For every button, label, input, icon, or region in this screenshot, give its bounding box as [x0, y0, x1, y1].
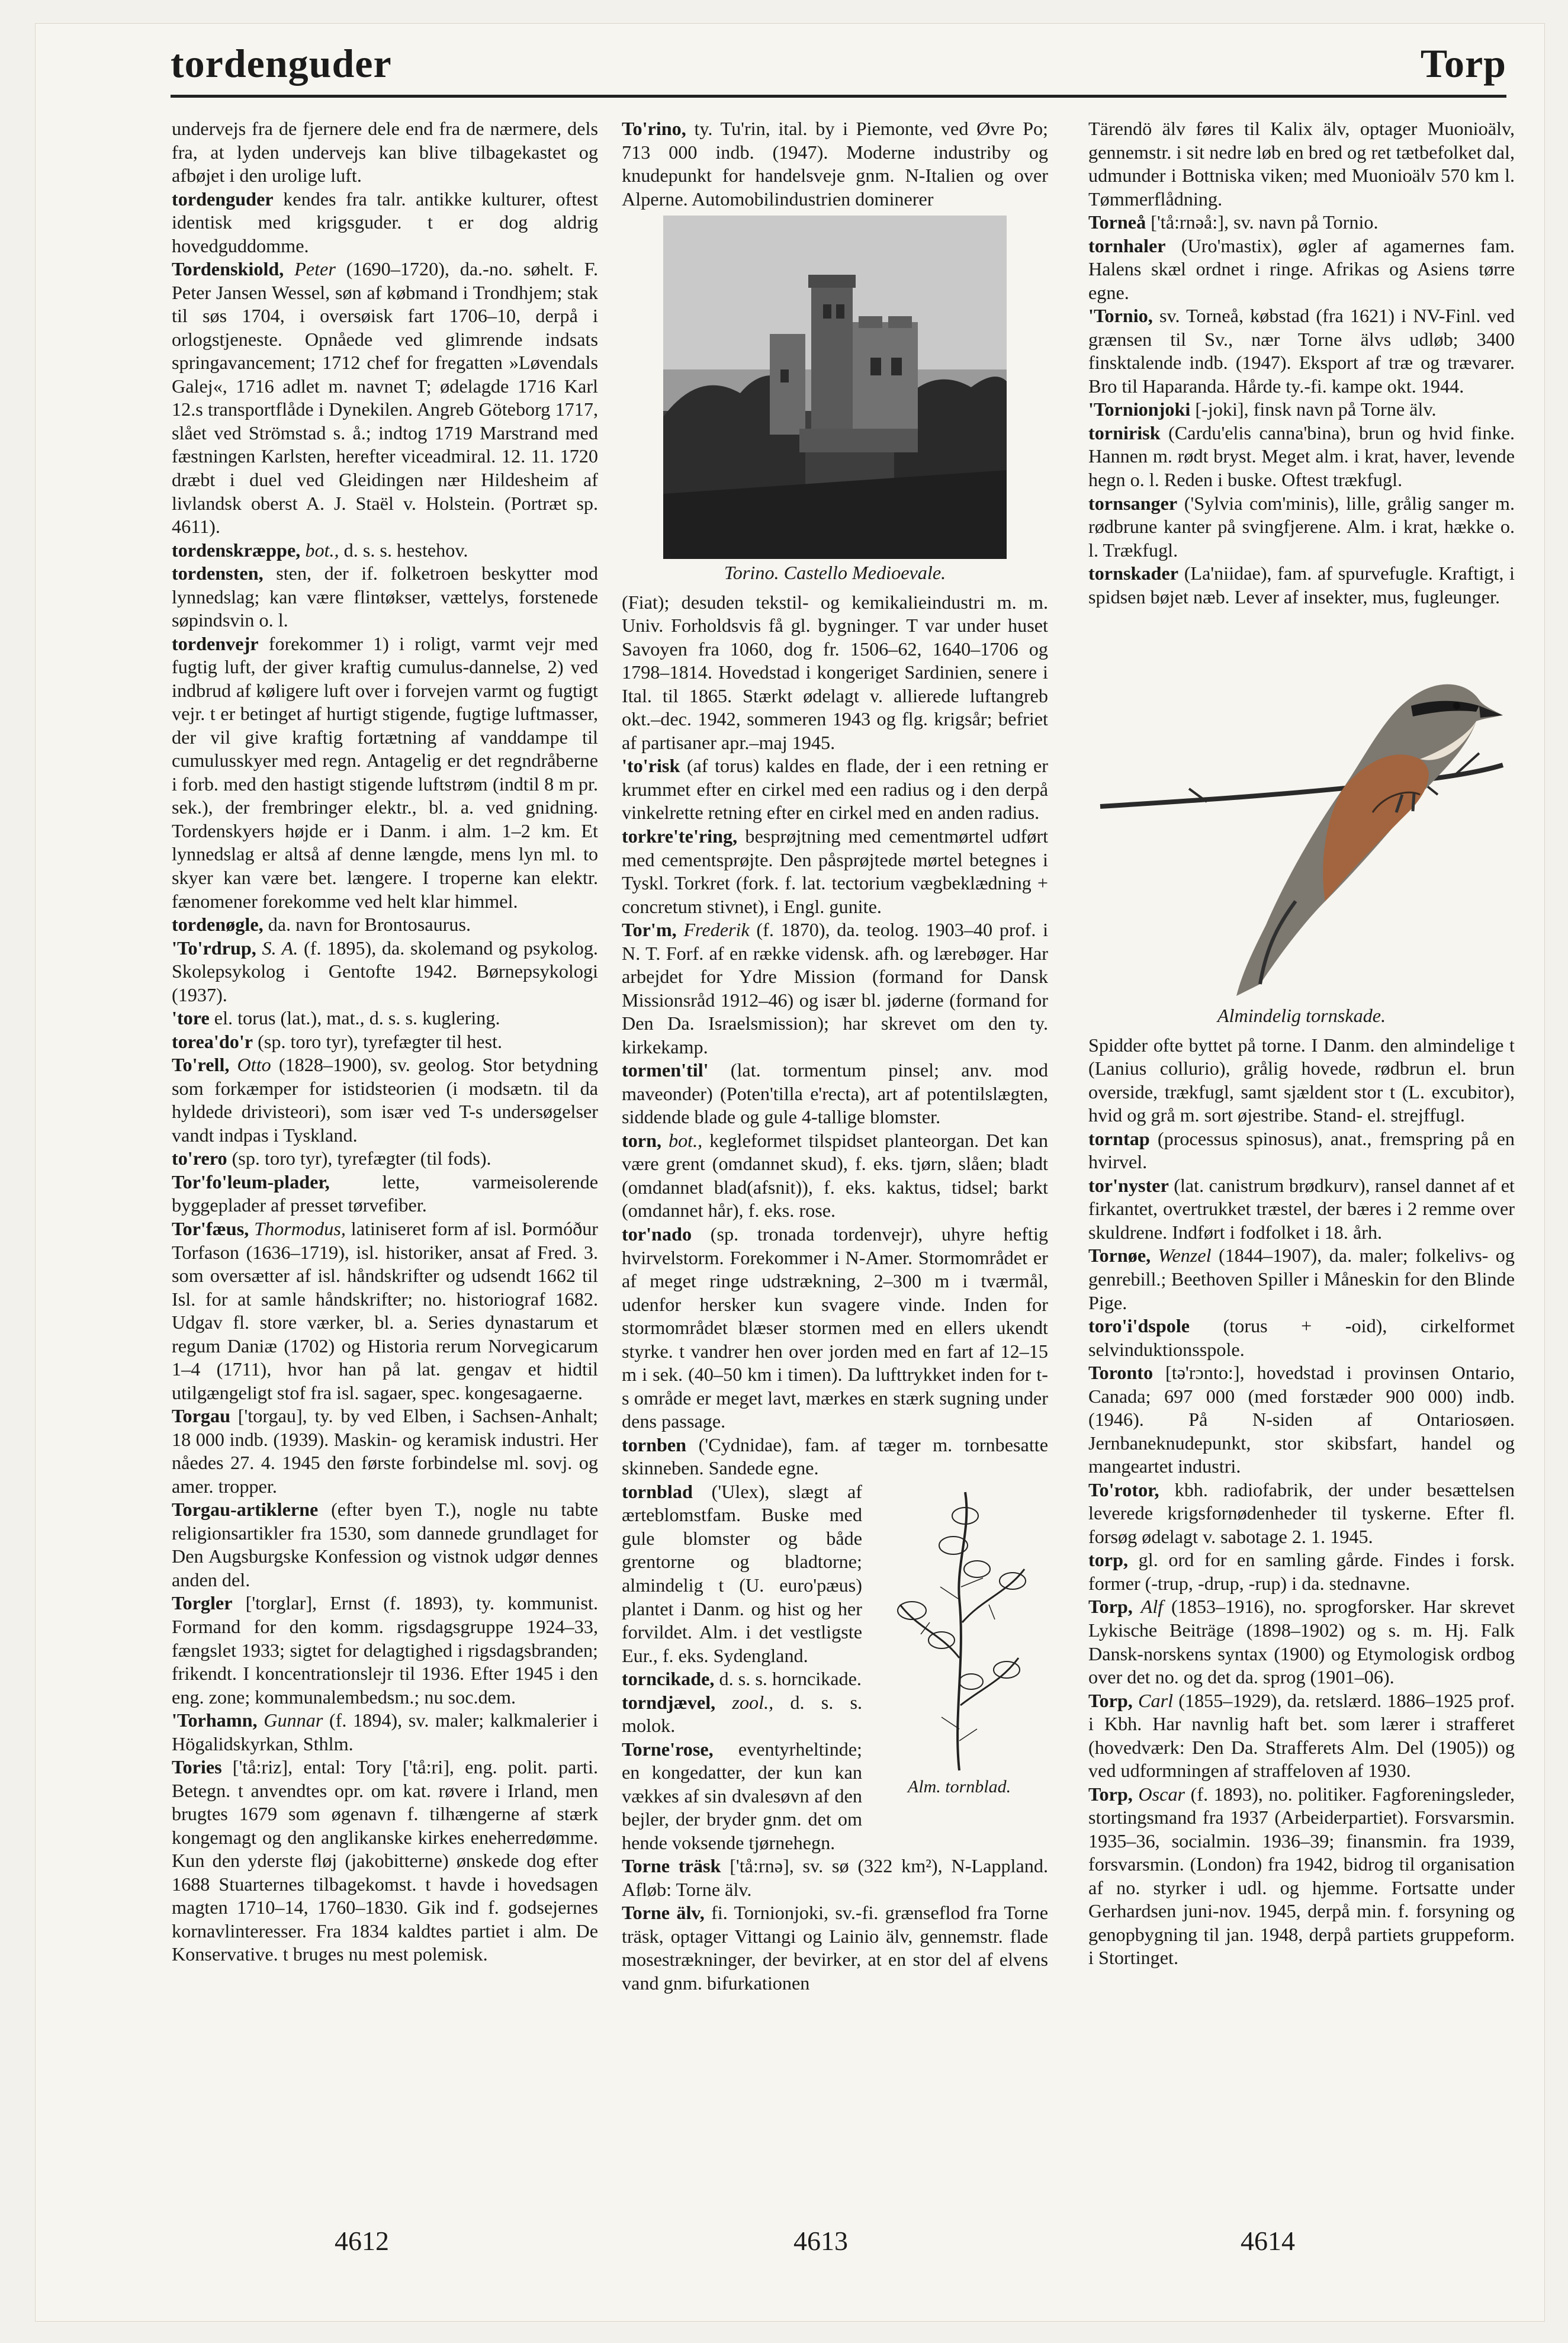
entry-headword: toro'i'dspole — [1088, 1315, 1190, 1337]
entry-text: sten, der if. folketroen beskytter mod lynnedslag; kan være flintøkser, vættelys, forstenede søpindsvin o. l. — [172, 563, 599, 631]
dictionary-entry — [172, 1592, 598, 1709]
page-number-right: 4614 — [1241, 2226, 1295, 2256]
entry-text: ['tå:rnəå:], sv. navn på Tornio. — [1151, 211, 1379, 233]
dictionary-entry — [622, 117, 1048, 211]
dictionary-entry — [1088, 1361, 1515, 1479]
dictionary-entry — [172, 937, 598, 1007]
entry-headword: Torne träsk — [622, 1855, 721, 1877]
entry-text: ['torglar], Ernst (f. 1893), ty. kommunist. Formand for den komm. rigsdagsgruppe 1924–33, fængslet 1933; sigtet for delagtighed i rigsdagsbranden; frikendt. I koncentrationslejr til 1936. Efter 1945 i den eng. zone; kommunalembedsm.; nu soc.dem. — [172, 1592, 599, 1708]
entry-italic: zool., — [732, 1691, 774, 1713]
entry-headword: Torne'rose, — [622, 1738, 714, 1760]
entry-headword: torea'do'r — [172, 1030, 253, 1052]
entry-text: gl. ord for en samling gårde. Findes i forsk. former (-trup, -drup, -rup) i da. stednavne. — [1088, 1549, 1515, 1594]
entry-text: lette, varmeisolerende byggeplader af presset tørvefiber. — [172, 1171, 598, 1216]
entry-headword: torn, — [622, 1129, 662, 1151]
column-1 — [172, 117, 598, 1966]
figure-caption: Torino. Castello Medioevale. — [724, 562, 946, 584]
entry-text: [-joki], finsk navn på Torne älv. — [1195, 398, 1437, 420]
castle-figure — [663, 216, 1007, 559]
dictionary-entry — [172, 1147, 598, 1171]
dictionary-entry — [172, 539, 598, 563]
entry-italic: Gunnar — [264, 1709, 323, 1731]
entry-headword: to'rero — [172, 1148, 227, 1169]
dictionary-entry — [172, 632, 598, 913]
entry-text: (processus spinosus), anat., fremspring på en hvirvel. — [1088, 1127, 1515, 1173]
entry-text: Spidder ofte byttet på torne. I Danm. den almindelige t (Lanius collurio), grålig hovede, rødbrun el. brun overside, trækfugl, samt sjældent stor t (L. excubitor), hvid og grå m. sort øjestribe. Stand- el. strejffugl. — [1088, 1034, 1515, 1126]
dictionary-entry — [172, 913, 598, 937]
entry-headword: tornben — [622, 1434, 687, 1455]
entry-headword: 'tore — [172, 1007, 210, 1029]
entry-text: (torus + -oid), cirkelformet selvinduktionsspole. — [1088, 1315, 1515, 1360]
dictionary-entry — [1088, 1783, 1515, 1970]
entry-text: (Fiat); desuden tekstil- og kemikalieindustri m. m. Univ. Forholdsvis få gl. bygninger. T var under huset Savoyen fra 1060, dog fr. 1506–62, 1640–1706 og 1798–1814. Hovedstad i kongeriget Sardinien, senere i Ital. til 1865. Stærkt ødelagt v. allierede luftangreb okt.–dec. 1942, sommeren 1943 og flg. krigsår; befriet af partisaner apr.–maj 1945. — [622, 591, 1048, 753]
dictionary-entry — [622, 825, 1048, 918]
entry-headword: Torgau-artiklerne — [172, 1499, 319, 1521]
entry-headword: torntap — [1088, 1127, 1150, 1149]
dictionary-entry — [622, 1855, 1048, 1901]
entry-italic: bot., — [668, 1129, 703, 1151]
entry-text: d. s. s. horncikade. — [719, 1668, 862, 1690]
entry-text: (sp. tronada tordenvejr), uhyre heftig hvirvelstorm. Forekommer i N-Amer. Stormområdet er af meget ringe udstrækning, 2–300 m i tværmål, udenfor hersker kun svagere vinde. Inden for stormområdet blæser stormen med en ellers ukendt styrke. t vandrer hen over jorden med en fart af 12–15 m i sek. (40–50 km i timen). Da lufttrykket inden for t-s område er meget lavt, mærkes en stærk sugning under dens passage. — [622, 1223, 1048, 1432]
gorse-figure — [870, 1480, 1048, 1812]
entry-headword: tor'nado — [622, 1223, 692, 1245]
entry-headword: tornblad — [622, 1480, 693, 1502]
entry-text: da. navn for Brontosaurus. — [268, 914, 471, 936]
dictionary-entry — [622, 918, 1048, 1059]
dictionary-entry — [172, 1498, 598, 1592]
entry-headword: tordenøgle, — [172, 914, 264, 936]
entry-text: ('Ulex), slægt af ærteblomstfam. Buske med gule blomster og både grentorne og bladtorne; almindelig t (U. euro'pæus) plantet i Danm. og hist og her forvildet. Alm. i det vestligste Eur., f. eks. Sydengland. — [622, 1480, 862, 1666]
column-2 — [622, 117, 1048, 1995]
dictionary-entry — [622, 1434, 1048, 1480]
dictionary-entry — [172, 1217, 598, 1404]
dictionary-entry — [172, 188, 598, 258]
entry-headword: tornsanger — [1088, 492, 1178, 514]
entry-text: (Cardu'elis canna'bina), brun og hvid finke. Hannen m. rødt bryst. Meget alm. i krat, haver, levende hegn o. l. Reden i buske. Oftest trækfugl. — [1088, 422, 1515, 490]
entry-headword: torp, — [1088, 1549, 1129, 1571]
entry-text: Tärendö älv føres til Kalix älv, optager Muonioälv, gennemstr. i sit nedre løb en bred og ret tætbefolket dal, udmunder i Bottniska viken; med Muonioälv 570 km l. Tømmerflådning. — [1088, 118, 1515, 210]
entry-text: (lat. canistrum brødkurv), ransel dannet af et firkantet, overtrukket træstel, der bæres i 2 remme over skuldrene. Indført i fodfolket i 18. årh. — [1088, 1174, 1515, 1243]
entry-text: (La'niidae), fam. af spurvefugle. Kraftigt, i spidsen bøjet næb. Lever af insekter, mus, fugleunger. — [1088, 563, 1515, 608]
entry-headword: 'Tornio, — [1088, 305, 1153, 327]
dictionary-entry — [172, 1171, 598, 1217]
dictionary-entry — [1088, 1244, 1515, 1314]
entry-headword: tordensten, — [172, 563, 264, 584]
dictionary-entry — [1088, 1034, 1515, 1127]
entry-text: kendes fra talr. antikke kulturer, oftest identisk med krigsguder. t er dog aldrig hovedguddomme. — [172, 188, 598, 256]
dictionary-entry — [172, 1404, 598, 1498]
dictionary-entry — [172, 562, 598, 632]
entry-headword: Torp, — [1088, 1689, 1133, 1711]
entry-text: (1853–1916), no. sprogforsker. Har skrevet Lykische Beiträge (1898–1902) og s. m. Hj. Falk Dansk-norskens syntax (1900) og Etymologisk ordbog over det no. og det da. sprog (1901–06). — [1088, 1596, 1515, 1688]
dictionary-entry — [1088, 1689, 1515, 1783]
entry-italic: Otto — [237, 1054, 271, 1076]
entry-headword: 'To'rdrup, — [172, 937, 256, 959]
entry-headword: Tordenskiold, — [172, 258, 284, 280]
entry-headword: Torp, — [1088, 1783, 1133, 1805]
entry-text: (f. 1870), da. teolog. 1903–40 prof. i N. T. Forf. af en række vidensk. afh. og lærebøger. Har arbejdet for Ydre Mission (formand for Dansk Missionsråd 1912–46) og især bl. jøderne (formand for Den Da. Israelsmission); har skrevet om den ty. kirkekamp. — [622, 919, 1049, 1058]
running-head-left: tordenguder — [171, 41, 392, 86]
dictionary-entry — [172, 1030, 598, 1054]
dictionary-entry — [622, 591, 1048, 755]
entry-headword: Torgau — [172, 1405, 230, 1427]
entry-italic: Alf — [1140, 1596, 1164, 1618]
entry-text: (efter byen T.), nogle nu tabte religionsartikler fra 1530, som dannede grundlaget for Den Augsburgske Konfession og vistnok udgør dennes anden del. — [172, 1499, 598, 1590]
entry-text: [tə'rɔnto:], hovedstad i provinsen Ontario, Canada; 697 000 (med forstæder 900 000) indb. (1946). På N-siden af Ontariosøen. Jernbaneknudepunkt, stor skibsfart, handel og mangeartet industri. — [1088, 1362, 1515, 1477]
entry-text: latiniseret form af isl. Þormóður Torfason (1636–1719), isl. historiker, ansat af Fred. 3. som oversætter af isl. håndskrifter og udsendt 1662 til Isl. for at samle håndskrifter; no. historiograf 1682. Udgav fl. store værker, bl. a. Series dynastarum et regum Daniæ (1702) og Historia rerum Norvegicarum 1–4 (1711), hvor han på lat. gengav et hidtil utilgængeligt stof fra isl. sagaer, spec. kongesagaerne. — [172, 1217, 599, 1403]
entry-text: (1855–1929), da. retslærd. 1886–1925 prof. i Kbh. Har navnlig haft bet. som lærer i strafferet (hovedværk: Den Da. Strafferets Alm. Del (1905)) og ved udformningen af straffeloven af 1930. — [1088, 1689, 1515, 1782]
dictionary-entry — [622, 1223, 1048, 1434]
entry-text: (1828–1900), sv. geolog. Stor betydning som forkæmper for istidsteorien (i modsætn. til da hyldede drivisteori), som især ved T-s undersøgelser vandt indpas i Tyskland. — [172, 1054, 599, 1146]
entry-headword: To'rotor, — [1088, 1479, 1159, 1500]
entry-text: (Uro'mastix), øgler af agamernes fam. Halens skæl ordnet i ringe. Afrikas og Asiens tørre egne. — [1088, 234, 1515, 303]
dictionary-entry — [1088, 304, 1515, 398]
entry-headword: Tornøe, — [1088, 1245, 1151, 1267]
page-number-left: 4612 — [335, 2226, 389, 2256]
entry-headword: Tories — [172, 1756, 222, 1778]
entry-headword: torncikade, — [622, 1668, 715, 1690]
entry-headword: tormen'til' — [622, 1059, 709, 1081]
entry-text: sv. Torneå, købstad (fra 1621) i NV-Finl. ved grænsen til Sv., nær Torne älvs udløb; 3400 finsktalende indb. (1947). Eksport af træ og trævarer. Bro til Haparanda. Hårde ty.-fi. kampe okt. 1944. — [1088, 305, 1515, 397]
entry-text: (f. 1893), no. politiker. Fagforeningsleder, stortingsmand fra 1937 (Arbeiderpartiet). Forsvarsmin. 1935–36, socialmin. 1936–39; finansmin. fra 1939, forsvarsmin. (London) fra 1942, bidrog til organisation af no. styrker i udl. og hjemme. Fortsatte under Gerhardsen juni-nov. 1945, derpå min. f. forsyning og genopbygning til jan. 1948, derpå partiets gruppeform. i Stortinget. — [1088, 1783, 1515, 1969]
entry-headword: tordenskræppe, — [172, 539, 301, 561]
dictionary-entry — [1088, 211, 1515, 234]
entry-text: kbh. radiofabrik, der under besættelsen leverede krigsfornødenheder til tyskerne. Efter fl. forsøg ødelagt v. sabotage 2. 1. 1945. — [1088, 1479, 1515, 1547]
dictionary-entry — [622, 1129, 1048, 1223]
dictionary-entry — [1088, 1174, 1515, 1245]
entry-text: (sp. toro tyr), tyrefægter til hest. — [258, 1030, 503, 1052]
entry-text: ['torgau], ty. by ved Elben, i Sachsen-Anhalt; 18 000 indb. (1939). Maskin- og keramisk industri. Her nåedes 27. 4. 1945 den første forbindelse ml. sovj. og amer. tropper. — [172, 1405, 598, 1497]
entry-text: fi. Tornionjoki, sv.-fi. grænseflod fra Torne träsk, optager Vittangi og Lainio älv, gennemstr. flade mosestrækninger, der bevirker, at en stor del af elvens vand gnm. bifurkationen — [622, 1902, 1049, 1994]
entry-text: forekommer 1) i roligt, varmt vejr med fugtig luft, der giver kraftig cumulus-dannelse, 2) ved indbrud af køligere luft over i forvejen varmt og fugtigt vejr. t er betinget af hurtigt stigende, fugtige luftmasser, der vil give kraftig fortætning af vanddampe til cumulusskyer med regn. Antagelig er det regndråberne i forb. med den hastigt stigende luftstrøm (indtil 8 m pr. sek.), der frembringer elektr., bl. a. ved gnidning. Tordenskyers højde er i Danm. i alm. 1–2 km. Et lynnedslag er altså af denne længde, mens lyn ml. to skyer kan være bet. længere. I troperne kan elektr. fænomener forekomme ved helt klar himmel. — [172, 632, 599, 912]
entry-italic: Oscar — [1138, 1783, 1185, 1805]
dictionary-entry — [1088, 1127, 1515, 1174]
entry-text: d. s. s. hestehov. — [343, 539, 468, 561]
entry-headword: To'rell, — [172, 1054, 230, 1076]
entry-headword: tordenguder — [172, 188, 274, 210]
entry-text: ['tå:riz], ental: Tory ['tå:ri], eng. polit. parti. Betegn. t anvendtes opr. om kat. røvere i Irland, men brugtes 1679 som øgenavn f. tilhængerne af stærk kongemagt og den anglikanske kirkes eneherredømme. Kun den yderste fløj (jakobitterne) ønskede dog efter 1688 Stuarternes tilbagekomst. t havde i hovedsagen magten 1710–14, 1760–1830. Gik ind f. godsejernes kornavlinteresser. Fra 1834 kaldtes partiet i alm. De Konservative. t bruges nu mest polemisk. — [172, 1756, 598, 1965]
entry-italic: Wenzel — [1158, 1245, 1212, 1267]
dictionary-entry — [622, 1059, 1048, 1129]
entry-text: (1690–1720), da.-no. søhelt. F. Peter Jansen Wessel, søn af købmand i Trondhjem; stak til søs 1704, i oversøisk fart 1706–10, derpå i orlogstjeneste. Opnåede ved glimrende indsats springavancement; 1712 chef for fregatten »Løvendals Galej«, 1716 adlet m. navnet T; ødelagde 1716 Karl 12.s transportflåde i Dynekilen. Angreb Göteborg 1717, slået ved Strömstad s. å.; indtog 1719 Marstrand med fæstningen Karlsten, herefter viceadmiral. 12. 11. 1720 dræbt i duel ved Gleidingen nær Hildesheim af livlandsk oberst A. J. Staël v. Holstein. (Portræt sp. 4611). — [172, 258, 599, 538]
entry-headword: tor'nyster — [1088, 1174, 1169, 1196]
bird-figure — [1088, 617, 1515, 1002]
dictionary-entry — [172, 258, 598, 538]
entry-text: el. torus (lat.), mat., d. s. s. kuglering. — [214, 1007, 500, 1029]
figure-caption: Alm. tornblad. — [907, 1776, 1011, 1796]
entry-text: kegleformet tilspidset planteorgan. Det kan være grent (omdannet skud), f. eks. tjørn, slåen; bladt (omdannet blad(afsnit)), f. eks. kaktus, tidsel; barkt (omdannet hår), f. eks. rose. — [622, 1129, 1048, 1222]
dictionary-entry — [622, 1901, 1048, 1995]
entry-italic: bot., — [305, 539, 339, 561]
torino-castle-photo — [663, 216, 1007, 559]
entry-text: (f. 1894), sv. maler; kalkmalerier i Högalidskyrkan, Sthlm. — [172, 1709, 598, 1754]
dictionary-entry — [172, 1053, 598, 1147]
entry-headword: tornhaler — [1088, 234, 1166, 256]
dictionary-entry — [1088, 1479, 1515, 1549]
entry-text: (1844–1907), da. maler; folkelivs- og genrebill.; Beethoven Spiller i Måneskin for den Blinde Pige. — [1088, 1245, 1515, 1313]
entry-italic: Carl — [1138, 1689, 1174, 1711]
dictionary-entry — [1088, 234, 1515, 305]
entry-headword: tornskader — [1088, 563, 1178, 584]
entry-headword: tornirisk — [1088, 422, 1161, 443]
entry-headword: To'rino, — [622, 118, 686, 139]
entry-text: ('Sylvia com'minis), lille, grålig sanger m. rødbrune kanter på svingfjerene. Alm. i krat, hække o. l. Trækfugl. — [1088, 492, 1515, 561]
dictionary-entry — [172, 1756, 598, 1966]
entry-text: eventyrheltinde; en kongedatter, der kun kan vækkes af sin dvalesøvn af den bejler, der bryder gnm. det om hende voksende tjørnehegn. — [622, 1738, 862, 1853]
entry-text: (lat. tormentum pinsel; anv. mod maveonder) (Poten'tilla e'recta), art af potentilslægten, siddende blade og gule 4-tallige blomster. — [622, 1059, 1049, 1128]
running-head-right: Torp — [1420, 41, 1506, 86]
entry-headword: Tor'm, — [622, 919, 677, 941]
column-3 — [1088, 117, 1515, 1970]
entry-italic: Frederik — [683, 919, 750, 941]
entry-headword: Toronto — [1088, 1362, 1153, 1384]
entry-italic: S. A. — [262, 937, 298, 959]
dictionary-page — [36, 24, 1544, 2321]
shrike-illustration — [1088, 617, 1515, 1002]
entry-headword: Tor'fæus, — [172, 1217, 249, 1239]
entry-headword: 'Tornionjoki — [1088, 398, 1191, 420]
dictionary-entry — [172, 117, 598, 188]
entry-headword: Torne älv, — [622, 1902, 705, 1924]
dictionary-entry — [172, 1007, 598, 1030]
entry-headword: Tor'fo'leum-plader, — [172, 1171, 330, 1193]
entry-headword: Torgler — [172, 1592, 233, 1614]
entry-text: (f. 1895), da. skolemand og psykolog. Skolepsykolog i Gentofte 1942. Børnepsykologi (1937). — [172, 937, 598, 1005]
page-number-middle: 4613 — [793, 2226, 848, 2256]
entry-text: ty. Tu'rin, ital. by i Piemonte, ved Øvre Po; 713 000 indb. (1947). Moderne industriby og knudepunkt for handelsveje gnm. N-Italien og over Alperne. Automobilindustrien dominerer — [622, 118, 1049, 210]
dictionary-entry — [1088, 1595, 1515, 1689]
entry-headword: Torneå — [1088, 211, 1146, 233]
header-rule — [171, 95, 1506, 98]
entry-italic: Thormodus, — [254, 1217, 346, 1239]
entry-headword: 'Torhamn, — [172, 1709, 258, 1731]
dictionary-entry — [1088, 117, 1515, 211]
entry-text: undervejs fra de fjernere dele end fra de nærmere, dels fra, at lyden undervejs kan blive tilbagekastet og afbøjet i den urolige luft. — [172, 118, 598, 187]
figure-caption: Almindelig tornskade. — [1217, 1005, 1386, 1027]
entry-text: besprøjtning med cementmørtel udført med cementsprøjte. Den påsprøjtede mørtel betegnes i Tyskl. Torkret (fork. f. lat. tectorium vægbeklædning + concretum stivnet), i Engl. gunite. — [622, 825, 1049, 917]
entry-text: (sp. toro tyr), tyrefægter (til fods). — [232, 1148, 491, 1169]
entry-italic: Peter — [294, 258, 336, 280]
dictionary-entry — [622, 754, 1048, 825]
entry-headword: Torp, — [1088, 1596, 1133, 1618]
dictionary-entry — [1088, 1314, 1515, 1361]
entry-headword: torkre'te'ring, — [622, 825, 738, 847]
dictionary-entry — [1088, 492, 1515, 563]
entry-headword: tordenvejr — [172, 632, 259, 654]
dictionary-entry — [1088, 422, 1515, 492]
gorse-illustration — [870, 1480, 1048, 1776]
entry-text: ('Cydnidae), fam. af tæger m. tornbesatte skinneben. Sandede egne. — [622, 1434, 1048, 1479]
dictionary-entry — [172, 1709, 598, 1756]
dictionary-entry — [1088, 1548, 1515, 1595]
entry-text: d. s. s. molok. — [622, 1691, 863, 1737]
dictionary-entry — [1088, 562, 1515, 609]
entry-headword: 'to'risk — [622, 755, 680, 777]
entry-text: ['tå:rnə], sv. sø (322 km²), N-Lappland. Afløb: Torne älv. — [622, 1855, 1049, 1900]
dictionary-entry — [1088, 398, 1515, 422]
entry-headword: torndjævel, — [622, 1691, 716, 1713]
entry-text: (af torus) kaldes en flade, der i een retning er krummet efter en cirkel med een radius og i den derpå vinkelrette retning efter en cirkel med en anden radius. — [622, 755, 1049, 824]
